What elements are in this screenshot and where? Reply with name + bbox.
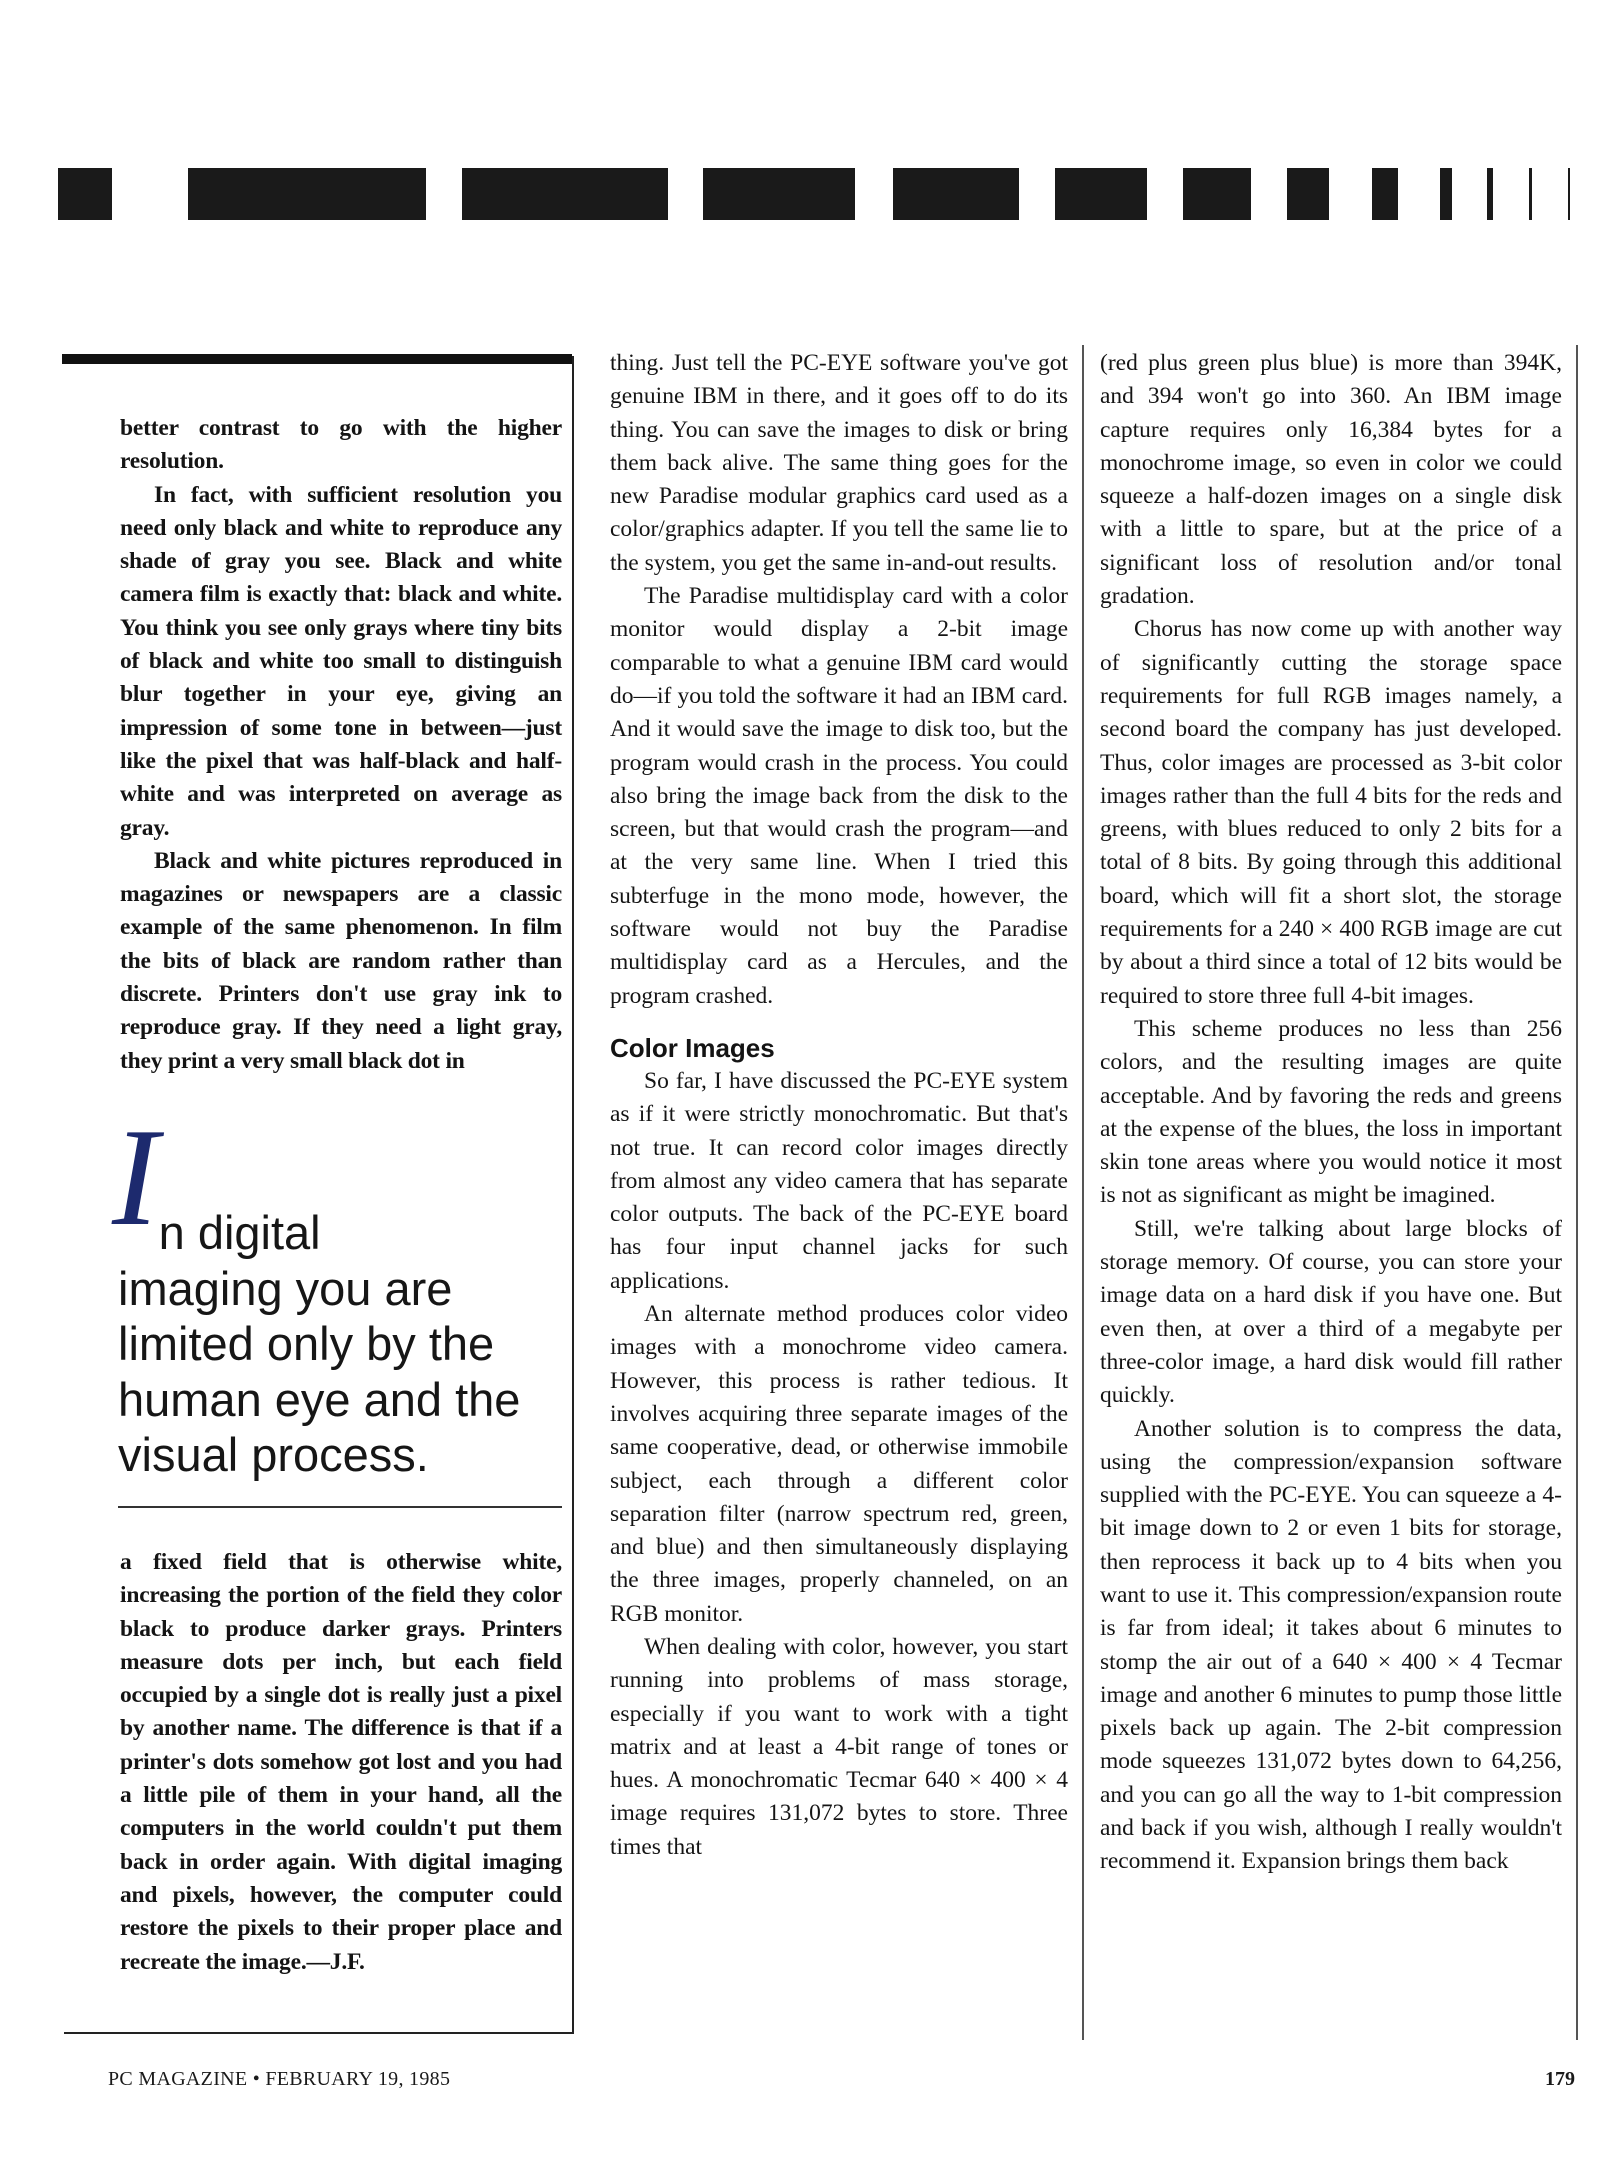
pull-quote-line: limited only by the	[118, 1317, 495, 1370]
header-bar	[1183, 168, 1251, 220]
body-paragraph: Still, we're talking about large blocks of storage memory. Of course, you can store your image data on a hard disk if you have one. But even then, at over a third of a megabyte per three-color image, a hard disk would fill rather quickly.	[1100, 1215, 1562, 1409]
article-column-3	[1100, 347, 1562, 1879]
column-divider	[1082, 345, 1084, 2040]
header-bar	[703, 168, 855, 220]
body-paragraph: So far, I have discussed the PC-EYE system as if it were strictly monochromatic. But that's not true. It can record color images directly from almost any video camera that has separate color outputs. The back of the PC-EYE board has four input channel jacks for such applications.	[610, 1067, 1068, 1294]
sidebar-paragraph: Black and white pictures reproduced in magazines or newspapers are a classic example of the same phenomenon. In film the bits of black are random rather than discrete. Printers don't use gray ink to reproduce gray. If they need a light gray, they print a very small black dot in	[120, 847, 562, 1074]
header-bar	[893, 168, 1019, 220]
body-paragraph: Another solution is to compress the data, using the compression/expansion software supplied with the PC-EYE. You can squeeze a 4-bit image down to 2 or even 1 bits for storage, then reprocess it back up to 4 bits when you want to use it. This compression/expansion route is far from ideal; it takes about 6 minutes to stomp the air out of a 640 × 400 × 4 Tecmar image and another 6 minutes to pump those little pixels back up again. The 2-bit compression mode squeezes 131,072 bytes down to 64,256, and you can go all the way to 1-bit compression and back if you wish, although I really wouldn't recommend it. Expansion brings them back	[1100, 1415, 1562, 1875]
header-bar	[58, 168, 112, 220]
body-paragraph: The Paradise multidisplay card with a color monitor would display a 2-bit image comparable to what a genuine IBM card would do—if you told the software it had an IBM card. And it would save the image to disk too, but the program would crash in the process. You could also bring the image back from the disk to the screen, but that would crash the program—and at the very same line. When I tried this subterfuge in the mono mode, however, the software would not buy the Paradise multidisplay card as a Hercules, and the program crashed.	[610, 583, 1068, 1009]
header-bar	[1055, 168, 1147, 220]
header-bar	[462, 168, 668, 220]
body-paragraph: An alternate method produces color video images with a monochrome video camera. However, this process is rather tedious. It involves acquiring three separate images of the same cooperative, dead, or otherwise immobile subject, each through a different color separation filter (narrow spectrum red, green, and blue) and then simultaneously displaying the three images, properly channeled, on an RGB monitor.	[610, 1301, 1068, 1627]
sidebar-top-text	[120, 412, 562, 1078]
section-heading: Color Images	[610, 1032, 775, 1063]
body-paragraph: thing. Just tell the PC-EYE software you've got genuine IBM in there, and it goes off to do its thing. You can save the images to disk or bring them back alive. The same thing goes for the new Paradise modular graphics card used as a color/graphics adapter. If you tell the same lie to the system, you get the same in-and-out results.	[610, 350, 1068, 576]
pull-quote-line: human eye and the	[118, 1372, 521, 1426]
pull-quote-line: visual process.	[118, 1428, 429, 1481]
body-paragraph: This scheme produces no less than 256 colors, and the resulting images are quite acceptable. And by favoring the reds and greens at the expense of the blues, the loss in important skin tone areas where you would notice it most is not as significant as might be imagined.	[1100, 1015, 1562, 1209]
sidebar-paragraph: In fact, with sufficient resolution you need only black and white to reproduce any shade of gray you see. Black and white camera film is exactly that: black and white. You think you see only grays where tiny bits of black and white too small to distinguish blur together in your eye, giving an impression of some tone in between—just like the pixel that was half-black and half-white and was interpreted on average as gray.	[120, 481, 562, 841]
column-divider	[1576, 345, 1578, 2040]
header-bar	[1568, 168, 1570, 220]
drop-cap: I	[112, 1100, 159, 1255]
header-bar	[188, 168, 426, 220]
footer-publication: PC MAGAZINE • FEBRUARY 19, 1985	[108, 2068, 451, 2090]
header-bar	[1372, 168, 1398, 220]
sidebar-paragraph: better contrast to go with the higher resolution.	[120, 415, 562, 475]
pull-quote-rule	[118, 1506, 562, 1508]
page-number: 179	[1545, 2068, 1575, 2090]
sidebar-bottom-text	[120, 1546, 562, 1979]
pull-quote-line: n digital	[158, 1206, 321, 1259]
header-bar	[1440, 168, 1452, 220]
body-paragraph: Chorus has now come up with another way of significantly cutting the storage space requirements for full RGB images namely, a second board the company has just developed. Thus, color images are processed as 3-bit color images rather than the full 4 bits for the reds and greens, with blues reduced to only 2 bits for a total of 8 bits. By going through this additional board, which will fit a short slot, the storage requirements for a 240 × 400 RGB image are cut by about a third since a total of 12 bits would be required to store three full 4-bit images.	[1100, 616, 1562, 1009]
body-paragraph: When dealing with color, however, you start running into problems of mass storage, especially if you want to work with a tight matrix and at least a 4-bit range of tones or hues. A monochromatic Tecmar 640 × 400 × 4 image requires 131,072 bytes to store. Three times that	[610, 1633, 1068, 1860]
header-bar	[1487, 168, 1493, 220]
pull-quote	[112, 1100, 568, 1483]
sidebar-paragraph: a fixed field that is otherwise white, increasing the portion of the field they color black to produce darker grays. Printers measure dots per inch, but each field occupied by a single dot is really just a pixel by another name. The difference is that if a printer's dots somehow got lost and you had a little pile of them in your hand, all the computers in the world couldn't put them back in order again. With digital imaging and pixels, however, the computer could restore the pixels to their proper place and recreate the image.—J.F.	[120, 1549, 562, 1975]
pull-quote-line: imaging you are	[118, 1261, 453, 1315]
header-bar	[1529, 168, 1532, 220]
header-bar	[1287, 168, 1329, 220]
body-paragraph: (red plus green plus blue) is more than 394K, and 394 won't go into 360. An IBM image capture requires only 16,384 bytes for a monochrome image, so even in color we could squeeze a half-dozen images on a single disk with a little to spare, but at the price of a significant loss of resolution and/or tonal gradation.	[1100, 350, 1562, 610]
article-column-2	[610, 347, 1068, 1864]
